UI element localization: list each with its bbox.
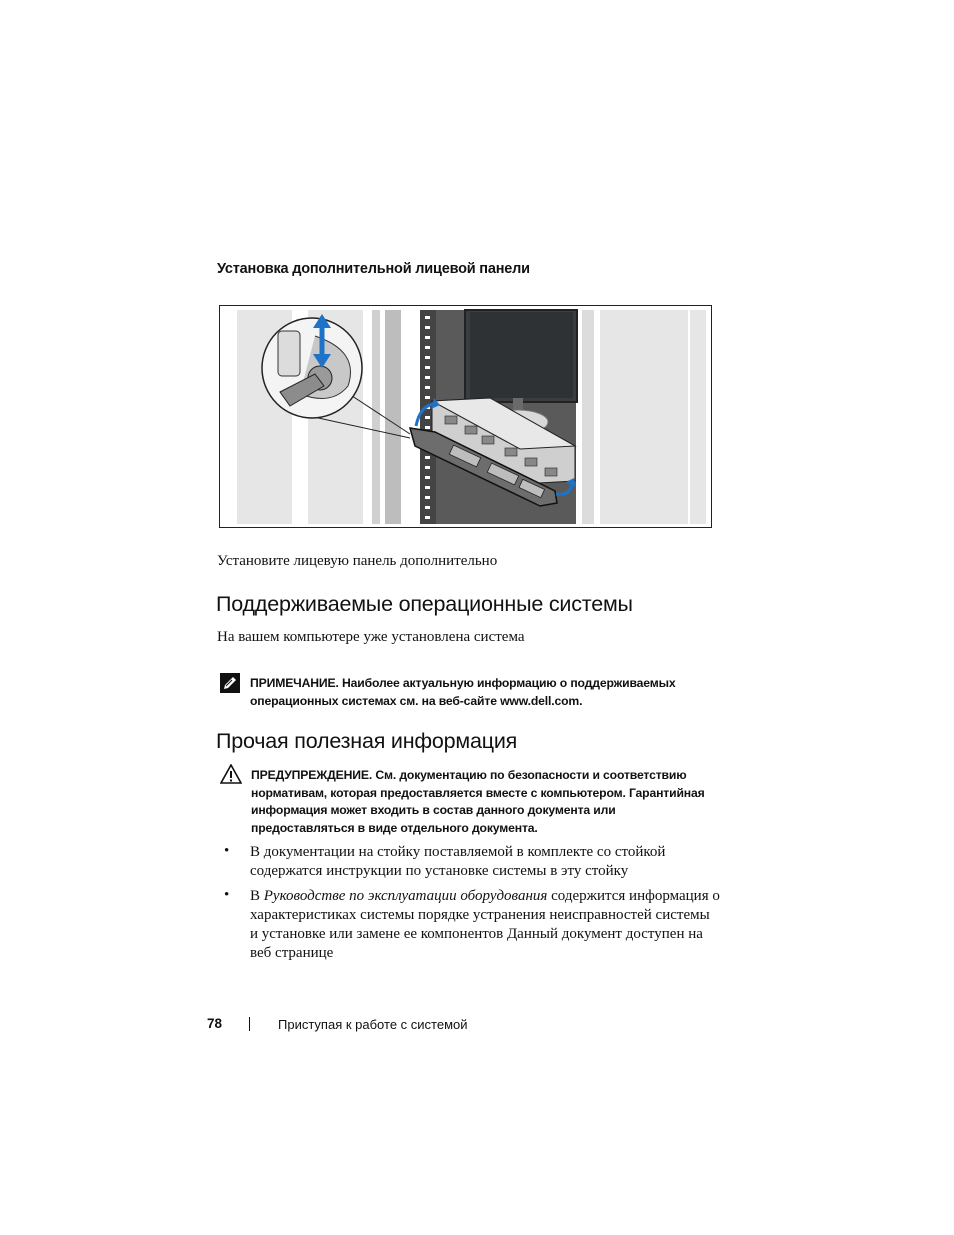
info-section-heading: Прочая полезная информация bbox=[216, 729, 518, 753]
note-pencil-icon bbox=[220, 673, 240, 693]
figure-caption: Установите лицевую панель дополнительно bbox=[217, 553, 498, 569]
note-label: ПРИМЕЧАНИЕ. bbox=[250, 676, 339, 690]
section-title: Установка дополнительной лицевой панели bbox=[217, 261, 530, 277]
warning-text: См. документацию по безопасности и соответствию нормативам, которая предоставляется вместе с компьютером. Гарантийная информация может входить в состав данного документа или предоставляться в виде отдельного документа. bbox=[251, 768, 705, 835]
owners-manual-title: Руководстве по эксплуатации оборудования bbox=[263, 888, 548, 904]
os-section-text: На вашем компьютере уже установлена система bbox=[217, 629, 525, 645]
bezel-installation-figure bbox=[219, 305, 712, 528]
warning-block bbox=[251, 767, 716, 837]
bullet-suffix: содержится информация о характеристиках системы порядке устранения неисправностей системы и установке или замене ее компонентов Данный документ доступен на веб странице bbox=[250, 888, 720, 961]
bullet-marker: • bbox=[224, 887, 230, 903]
warning-triangle-icon bbox=[220, 764, 242, 784]
footer-chapter-title: Приступая к работе с системой bbox=[278, 1017, 468, 1032]
warning-label: ПРЕДУПРЕЖДЕНИЕ. bbox=[251, 768, 373, 782]
bullet-item-rack-docs: В документации на стойку поставляемой в комплекте со стойкой содержатся инструкции по установке системы в эту стойку bbox=[250, 844, 666, 879]
note-text: Наиболее актуальную информацию о поддерживаемых операционных системах см. на веб-сайте www.dell.com. bbox=[250, 676, 676, 708]
page-number: 78 bbox=[207, 1016, 223, 1031]
bullet-marker: • bbox=[224, 843, 230, 859]
bullet-prefix: В bbox=[250, 888, 264, 904]
bezel-illustration bbox=[220, 306, 711, 527]
note-block bbox=[250, 675, 710, 710]
footer-separator bbox=[249, 1017, 250, 1031]
os-section-heading: Поддерживаемые операционные системы bbox=[216, 592, 633, 616]
bullet-item-owners-manual bbox=[250, 887, 720, 963]
